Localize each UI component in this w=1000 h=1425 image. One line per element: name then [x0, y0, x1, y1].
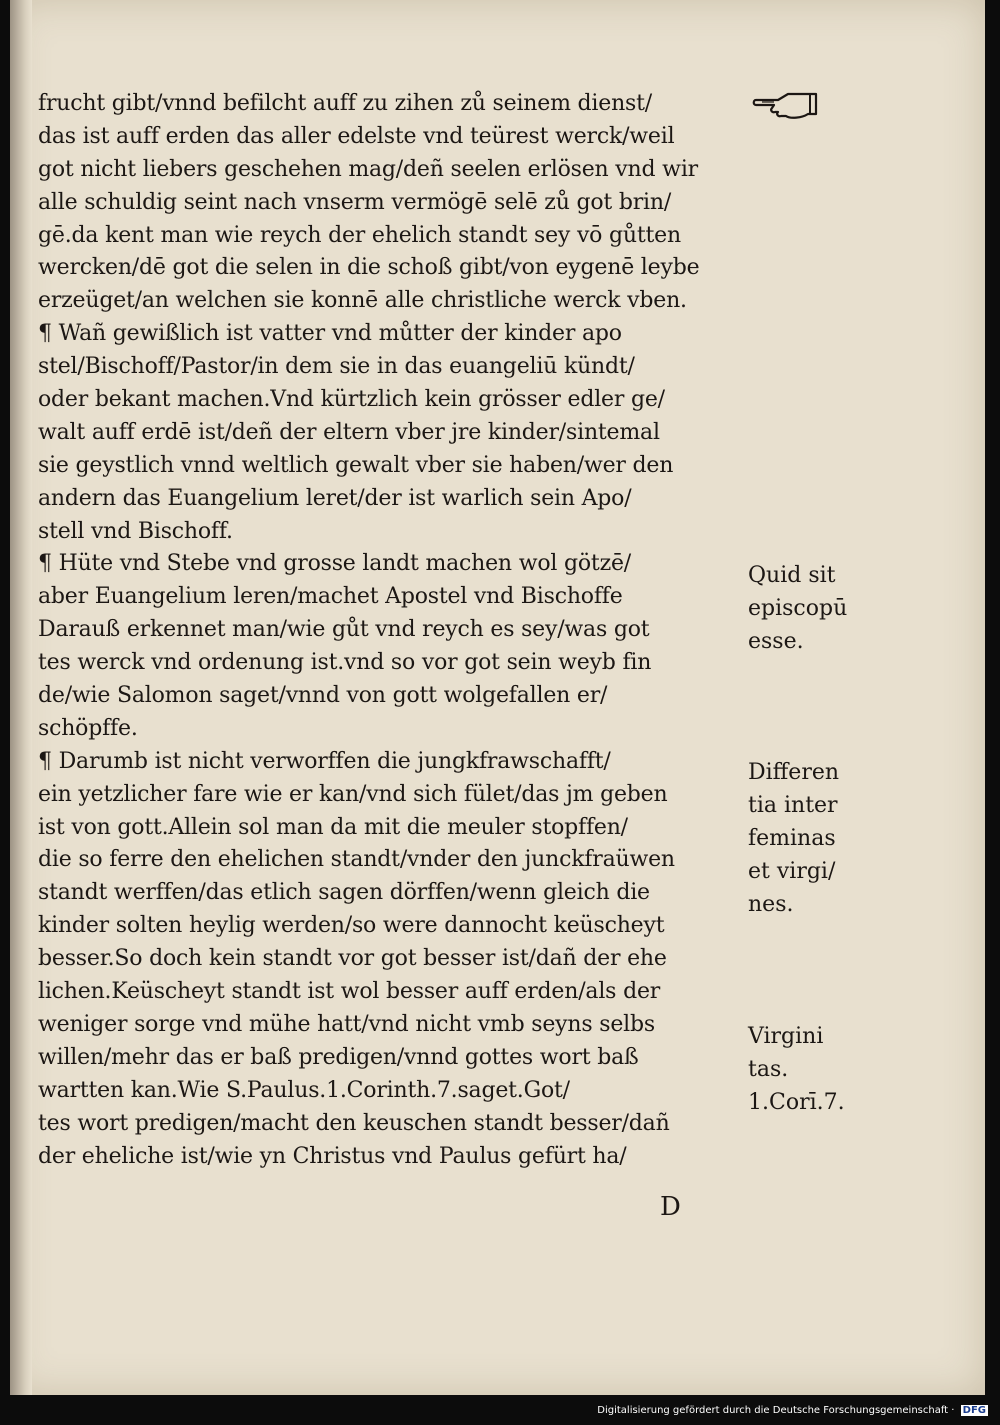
text-line: frucht gibt/vnnd befilcht auff zu zihen zů seinem dienst/	[38, 91, 652, 116]
margin-note-line: esse.	[748, 628, 804, 654]
text-line: walt auff erdē ist/deñ der eltern vber jre kinder/sintemal	[38, 419, 660, 445]
text-line: ist von gott.Allein sol man da mit die meuler stopffen/	[38, 814, 628, 840]
text-line: weniger sorge vnd mühe hatt/vnd nicht vmb seyns selbs	[38, 1011, 655, 1037]
body-text	[38, 88, 744, 1173]
text-line: ¶ Darumb ist nicht verworffen die jungkfrawschafft/	[38, 748, 611, 774]
text-line: willen/mehr das er baß predigen/vnnd gottes wort baß	[38, 1044, 639, 1070]
margin-note-line: et virgi/	[748, 858, 836, 884]
text-line: ein yetzlicher fare wie er kan/vnd sich fület/das jm geben	[38, 781, 668, 807]
margin-note-line: nes.	[748, 891, 794, 917]
text-line: die so ferre den ehelichen standt/vnder den junckfraüwen	[38, 847, 675, 873]
text-line: andern das Euangelium leret/der ist warlich sein Apo/	[38, 485, 632, 511]
text-line: stell vnd Bischoff.	[38, 518, 233, 544]
text-line: got nicht liebers geschehen mag/deñ seelen erlösen vnd wir	[38, 156, 698, 182]
book-page	[10, 0, 985, 1395]
margin-note-line: Quid sit	[748, 563, 836, 588]
text-line: wartten kan.Wie S.Paulus.1.Corinth.7.saget.Got/	[38, 1077, 570, 1103]
text-line: stel/Bischoff/Pastor/in dem sie in das euangeliū kündt/	[38, 354, 635, 380]
page-gutter	[10, 0, 32, 1395]
text-line: gē.da kent man wie reych der ehelich standt sey vō gůtten	[38, 222, 681, 248]
text-line: standt werffen/das etlich sagen dörffen/wenn gleich die	[38, 880, 650, 906]
margin-note-line: 1.Corī.7.	[748, 1089, 845, 1115]
margin-note-line: tas.	[748, 1056, 789, 1082]
margin-note	[748, 560, 847, 659]
dfg-logo: DFG	[962, 1405, 986, 1416]
text-line: oder bekant machen.Vnd kürtzlich kein grösser edler ge/	[38, 387, 665, 413]
footer-text: Digitalisierung gefördert durch die Deutsche Forschungsgemeinschaft ·	[597, 1405, 955, 1416]
margin-note-line: feminas	[748, 825, 836, 851]
text-line: Darauß erkennet man/wie gůt vnd reych es sey/was got	[38, 617, 650, 643]
text-line: ¶ Wañ gewißlich ist vatter vnd můtter der kinder apo	[38, 321, 622, 347]
margin-note-line: Virgini	[748, 1024, 824, 1049]
margin-note	[748, 757, 839, 921]
text-line: sie geystlich vnnd weltlich gewalt vber sie haben/wer den	[38, 452, 674, 478]
text-line: schöpffe.	[38, 715, 138, 741]
footer-credit	[597, 1405, 988, 1416]
text-line: besser.So doch kein standt vor got besser ist/dañ der ehe	[38, 946, 667, 972]
text-line: das ist auff erden das aller edelste vnd teürest werck/weil	[38, 123, 675, 149]
margin-note-line: tia inter	[748, 792, 838, 818]
text-line: der eheliche ist/wie yn Christus vnd Paulus gefürt ha/	[38, 1143, 627, 1169]
text-line: tes wort predigen/macht den keuschen standt besser/dañ	[38, 1110, 670, 1136]
margin-note-line: Differen	[748, 760, 840, 785]
margin-note	[748, 1021, 845, 1120]
pointing-hand-icon	[752, 88, 818, 122]
margin-note-line: episcopū	[748, 595, 848, 621]
text-line: tes werck vnd ordenung ist.vnd so vor got sein weyb fin	[38, 650, 652, 676]
text-line: alle schuldig seint nach vnserm vermögē selē zů got brin/	[38, 189, 672, 215]
text-line: de/wie Salomon saget/vnnd von gott wolgefallen er/	[38, 683, 608, 709]
text-line: erzeüget/an welchen sie konnē alle christliche werck vben.	[38, 288, 687, 314]
text-line: kinder solten heylig werden/so were dannocht keüscheyt	[38, 913, 665, 939]
signature-mark: D	[660, 1192, 681, 1222]
text-line: ¶ Hüte vnd Stebe vnd grosse landt machen wol götzē/	[38, 551, 631, 577]
text-line: wercken/dē got die selen in die schoß gibt/von eygenē leybe	[38, 255, 700, 281]
text-line: lichen.Keüscheyt standt ist wol besser auff erden/als der	[38, 979, 661, 1005]
text-line: aber Euangelium leren/machet Apostel vnd Bischoffe	[38, 584, 623, 610]
